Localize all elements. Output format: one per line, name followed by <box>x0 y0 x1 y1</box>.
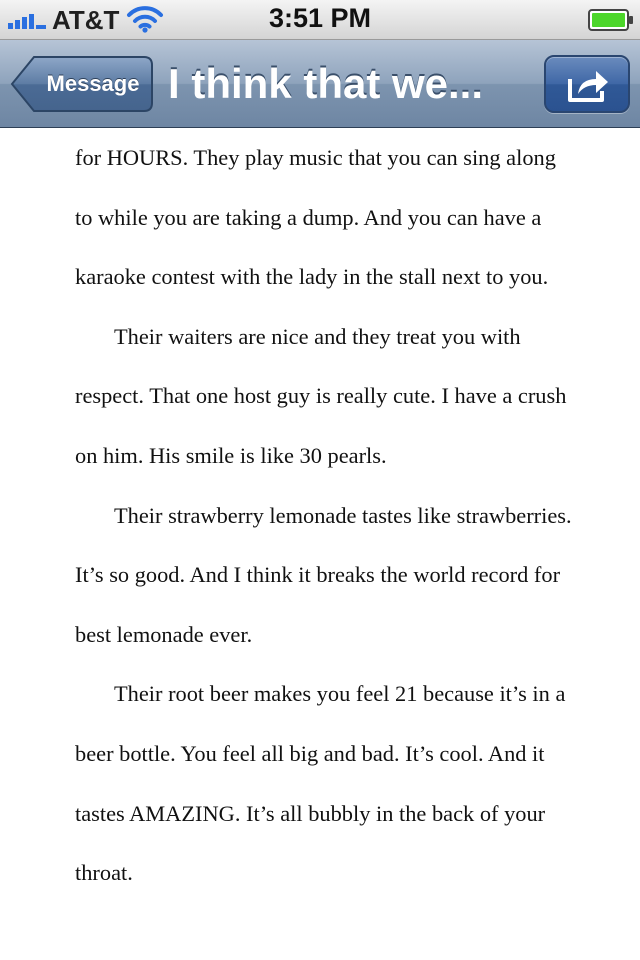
carrier-name: AT&T <box>52 5 120 35</box>
battery-icon <box>588 8 634 32</box>
paragraph: Their waiters are nice and they treat you with respect. That one host guy is really cute. I have a crush on him. His smile is like 30 pearls. <box>75 323 567 468</box>
paragraph: Their root beer makes you feel 21 because it’s in a beer bottle. You feel all big and bad. It’s cool. And it tastes AMAZING. It’s all bubbly in the back of your throat. <box>75 681 566 886</box>
document-body <box>75 128 575 903</box>
paragraph: Their strawberry lemonade tastes like strawberries. It’s so good. And I think it breaks the world record for best lemonade ever. <box>75 502 572 647</box>
status-bar <box>0 0 640 40</box>
page-title: I think that we... <box>168 60 484 107</box>
share-button[interactable] <box>544 55 630 113</box>
back-button-label: Message <box>46 71 140 96</box>
back-button[interactable] <box>10 55 154 113</box>
paragraph: for HOURS. They play music that you can sing along to while you are taking a dump. And you can have a karaoke contest with the lady in the stall next to you. <box>75 145 556 290</box>
status-time: 3:51 PM <box>268 3 372 33</box>
share-arrow-icon <box>566 67 610 103</box>
navigation-bar <box>0 40 640 128</box>
